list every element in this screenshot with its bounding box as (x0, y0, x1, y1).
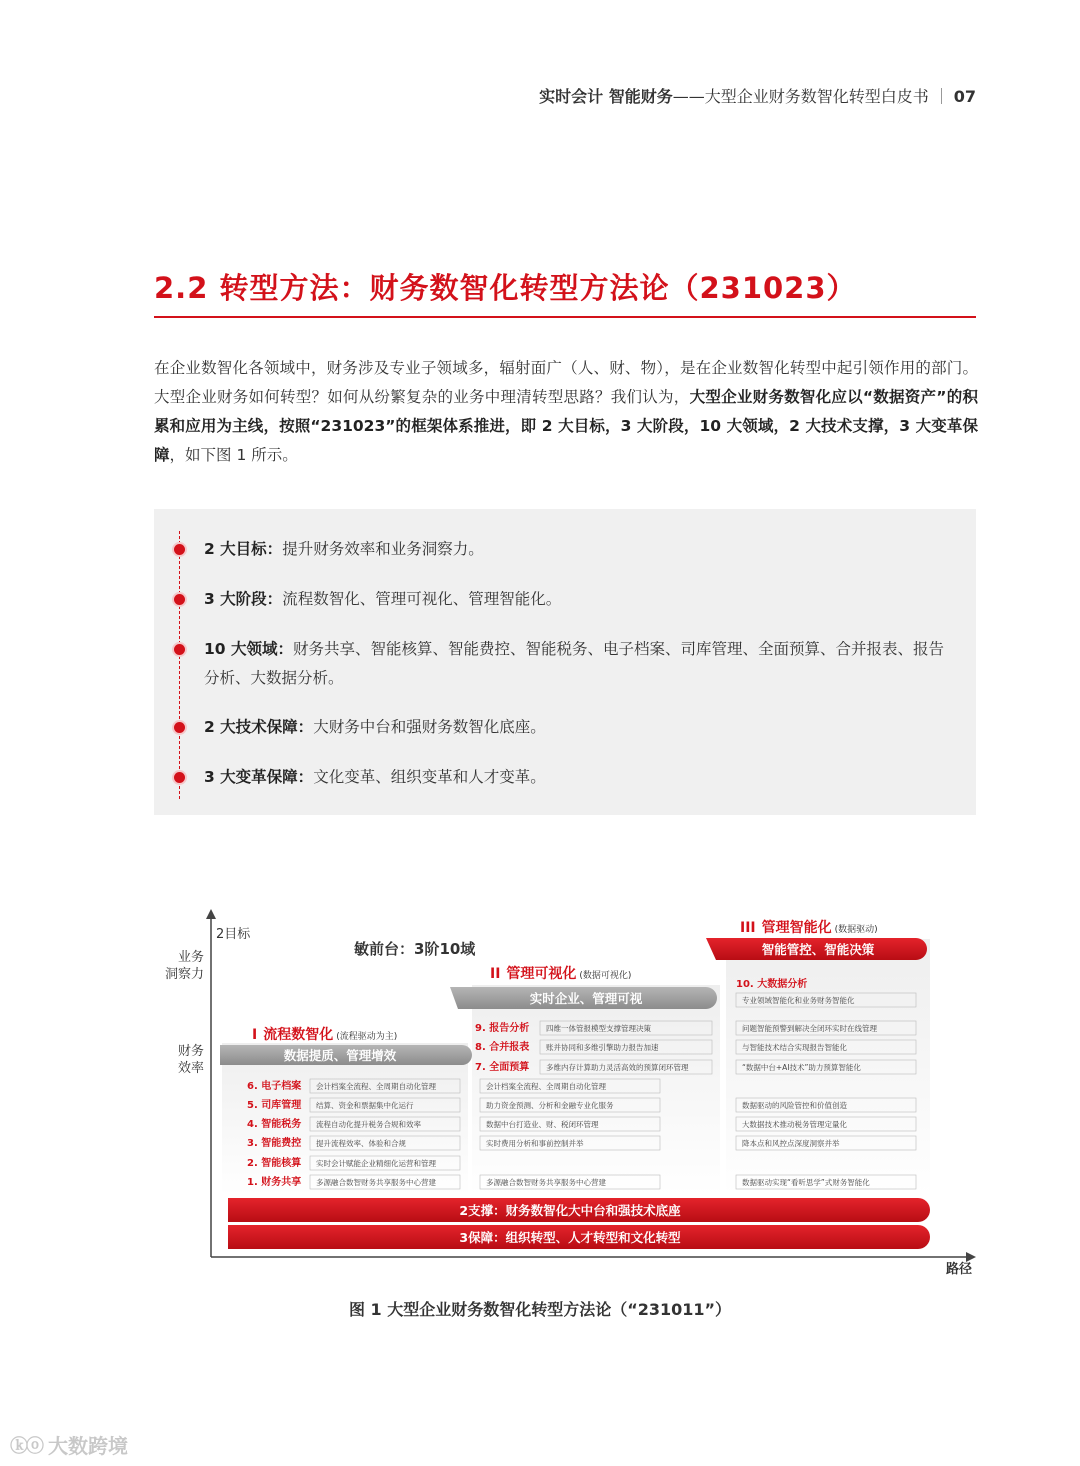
watermark-logo-icon: ⓚⓞ (10, 1435, 42, 1457)
svg-text:8. 合并报表: 8. 合并报表 (475, 1042, 530, 1053)
summary-text: 提升财务效率和业务洞察力。 (282, 540, 484, 558)
summary-text: 财务共享、智能核算、智能费控、智能税务、电子档案、司库管理、全面预算、合并报表、报告分析、大数据分析。 (204, 640, 944, 687)
summary-item (204, 713, 954, 742)
domain-row (247, 1156, 460, 1170)
svg-text:问题智能预警到解决全闭环实时在线管理: 问题智能预警到解决全闭环实时在线管理 (742, 1024, 877, 1033)
running-header (539, 84, 976, 107)
y-axis-arrow-icon (206, 909, 216, 919)
header-divider (941, 88, 942, 104)
domain-row (475, 1060, 712, 1074)
intro-text-1: 在企业数智化各领域中，财务涉及专业子领域多，辐射面广（人、财、物），是在企业数智化转型中起引领作用的部门。大型企业财务如何转型？如何从纷繁复杂的业务中理清转型思路？我们认为， (154, 359, 978, 406)
summary-text: 文化变革、组织变革和人才变革。 (313, 768, 546, 786)
summary-text: 大财务中台和强财务数智化底座。 (313, 718, 546, 736)
dotted-timeline (179, 531, 180, 799)
svg-text:会计档案全流程、全周期自动化管理: 会计档案全流程、全周期自动化管理 (486, 1082, 606, 1091)
header-title-rest: ——大型企业财务数智化转型白皮书 (672, 87, 929, 106)
summary-label: 2 大技术保障： (204, 718, 314, 736)
summary-item (204, 635, 954, 693)
guarantee-bar-text: 3保障：组织转型、人才转型和文化转型 (459, 1230, 681, 1245)
svg-text:5. 司库管理: 5. 司库管理 (247, 1100, 302, 1111)
y-label-efficiency-1: 财务 (177, 1044, 204, 1059)
svg-text:多维内存计算助力灵活高效的预算闭环管理: 多维内存计算助力灵活高效的预算闭环管理 (546, 1063, 689, 1072)
svg-text:流程自动化提升税务合规和效率: 流程自动化提升税务合规和效率 (316, 1120, 421, 1129)
stage1-title: I 流程数智化 (流程驱动为主) (252, 1027, 398, 1043)
support-bar-text: 2支撑：财务数智化大中台和强技术底座 (459, 1203, 681, 1218)
center-title: 敏前台：3阶10域 (354, 940, 476, 958)
x-axis-title: 路径 (946, 1262, 973, 1277)
svg-text:账并协同和多维引擎助力报告加速: 账并协同和多维引擎助力报告加速 (546, 1043, 659, 1052)
svg-text:7. 全面预算: 7. 全面预算 (475, 1062, 530, 1073)
svg-text:四维一体管报模型支撑管理决策: 四维一体管报模型支撑管理决策 (546, 1024, 651, 1033)
stage2-banner-text: 实时企业、管理可视 (529, 991, 643, 1006)
stage3-title: III 管理智能化 (数据驱动) (740, 920, 878, 936)
bullet-dot-icon (174, 594, 185, 605)
stage3-banner-text: 智能管控、智能决策 (761, 942, 875, 957)
bullet-dot-icon (174, 644, 185, 655)
summary-box (154, 509, 976, 815)
y-label-efficiency-2: 效率 (177, 1061, 204, 1076)
svg-text:降本点和风控点深度洞察并举: 降本点和风控点深度洞察并举 (742, 1139, 840, 1148)
domain-row-label: 10. 大数据分析 (736, 979, 808, 990)
figure-caption: 图 1 大型企业财务数智化转型方法论（“231011”） (348, 1300, 732, 1319)
summary-text: 流程数智化、管理可视化、管理智能化。 (282, 590, 562, 608)
summary-item (204, 535, 954, 564)
x-axis-arrow-icon (966, 1252, 976, 1262)
svg-text:9. 报告分析: 9. 报告分析 (475, 1023, 530, 1034)
watermark (10, 1430, 128, 1459)
page-number: 07 (953, 87, 976, 106)
y-axis-title: 2目标 (216, 927, 251, 942)
svg-text:实时会计赋能企业精细化运营和管理: 实时会计赋能企业精细化运营和管理 (316, 1159, 436, 1168)
stage1-banner-text: 数据提质、管理增效 (283, 1048, 397, 1063)
svg-text:实时费用分析和事前控制并举: 实时费用分析和事前控制并举 (486, 1139, 584, 1148)
svg-text:1. 财务共享: 1. 财务共享 (247, 1177, 302, 1188)
svg-text:多源融合数智财务共享服务中心营建: 多源融合数智财务共享服务中心营建 (486, 1178, 606, 1187)
summary-label: 10 大领域： (204, 640, 293, 658)
summary-item (204, 585, 954, 614)
svg-text:6. 电子档案: 6. 电子档案 (247, 1081, 302, 1092)
header-title-bold: 实时会计 智能财务 (539, 87, 673, 106)
svg-text:结算、资金和票据集中化运行: 结算、资金和票据集中化运行 (316, 1101, 414, 1110)
svg-text:2. 智能核算: 2. 智能核算 (247, 1158, 302, 1169)
summary-label: 3 大阶段： (204, 590, 283, 608)
svg-text:数据驱动实现“看听思学”式财务智能化: 数据驱动实现“看听思学”式财务智能化 (742, 1178, 870, 1187)
bullet-dot-icon (174, 722, 185, 733)
svg-text:数据驱动的风险管控和价值创造: 数据驱动的风险管控和价值创造 (742, 1101, 847, 1110)
intro-text-2: ，如下图 1 所示。 (169, 446, 298, 464)
methodology-figure (150, 905, 990, 1285)
svg-text:3. 智能费控: 3. 智能费控 (247, 1138, 302, 1149)
summary-label: 3 大变革保障： (204, 768, 314, 786)
svg-text:提升流程效率、体验和合规: 提升流程效率、体验和合规 (316, 1139, 406, 1148)
domain-row (247, 1175, 460, 1189)
domain-row (247, 1079, 460, 1093)
section-title: 2.2 转型方法：财务数智化转型方法论（231023） (154, 271, 857, 305)
y-label-insight-1: 业务 (177, 950, 204, 965)
bullet-dot-icon (174, 772, 185, 783)
svg-text:大数据技术推动税务管理定量化: 大数据技术推动税务管理定量化 (742, 1120, 847, 1129)
summary-label: 2 大目标： (204, 540, 283, 558)
svg-text:助力资金预测、分析和金融专业化服务: 助力资金预测、分析和金融专业化服务 (486, 1101, 614, 1110)
svg-text:与智能技术结合实现报告智能化: 与智能技术结合实现报告智能化 (742, 1043, 847, 1052)
summary-item (204, 763, 954, 792)
watermark-text: 大数跨境 (48, 1434, 128, 1458)
svg-text:数据中台打造业、财、税闭环管理: 数据中台打造业、财、税闭环管理 (486, 1120, 599, 1129)
svg-text:4. 智能税务: 4. 智能税务 (247, 1119, 302, 1130)
bullet-dot-icon (174, 544, 185, 555)
domain-row-desc: 专业领域智能化和业务财务智能化 (742, 996, 855, 1005)
svg-text:多源融合数智财务共享服务中心营建: 多源融合数智财务共享服务中心营建 (316, 1178, 436, 1187)
title-rule (154, 316, 976, 318)
svg-text:会计档案全流程、全周期自动化管理: 会计档案全流程、全周期自动化管理 (316, 1082, 436, 1091)
svg-text:“数据中台+AI技术”助力预算智能化: “数据中台+AI技术”助力预算智能化 (742, 1063, 861, 1072)
intro-bold-text: 大型企业财务数智化应以“数据资产”的积累和应用为主线，按照“231023”的框架体系推进，即 2 大目标，3 大阶段，10 大领域，2 大技术支撑，3 大变革保障 (154, 388, 978, 464)
intro-paragraph (154, 354, 978, 470)
stage2-title: II 管理可视化 (数据可视化) (490, 966, 632, 982)
y-label-insight-2: 洞察力 (164, 967, 204, 982)
